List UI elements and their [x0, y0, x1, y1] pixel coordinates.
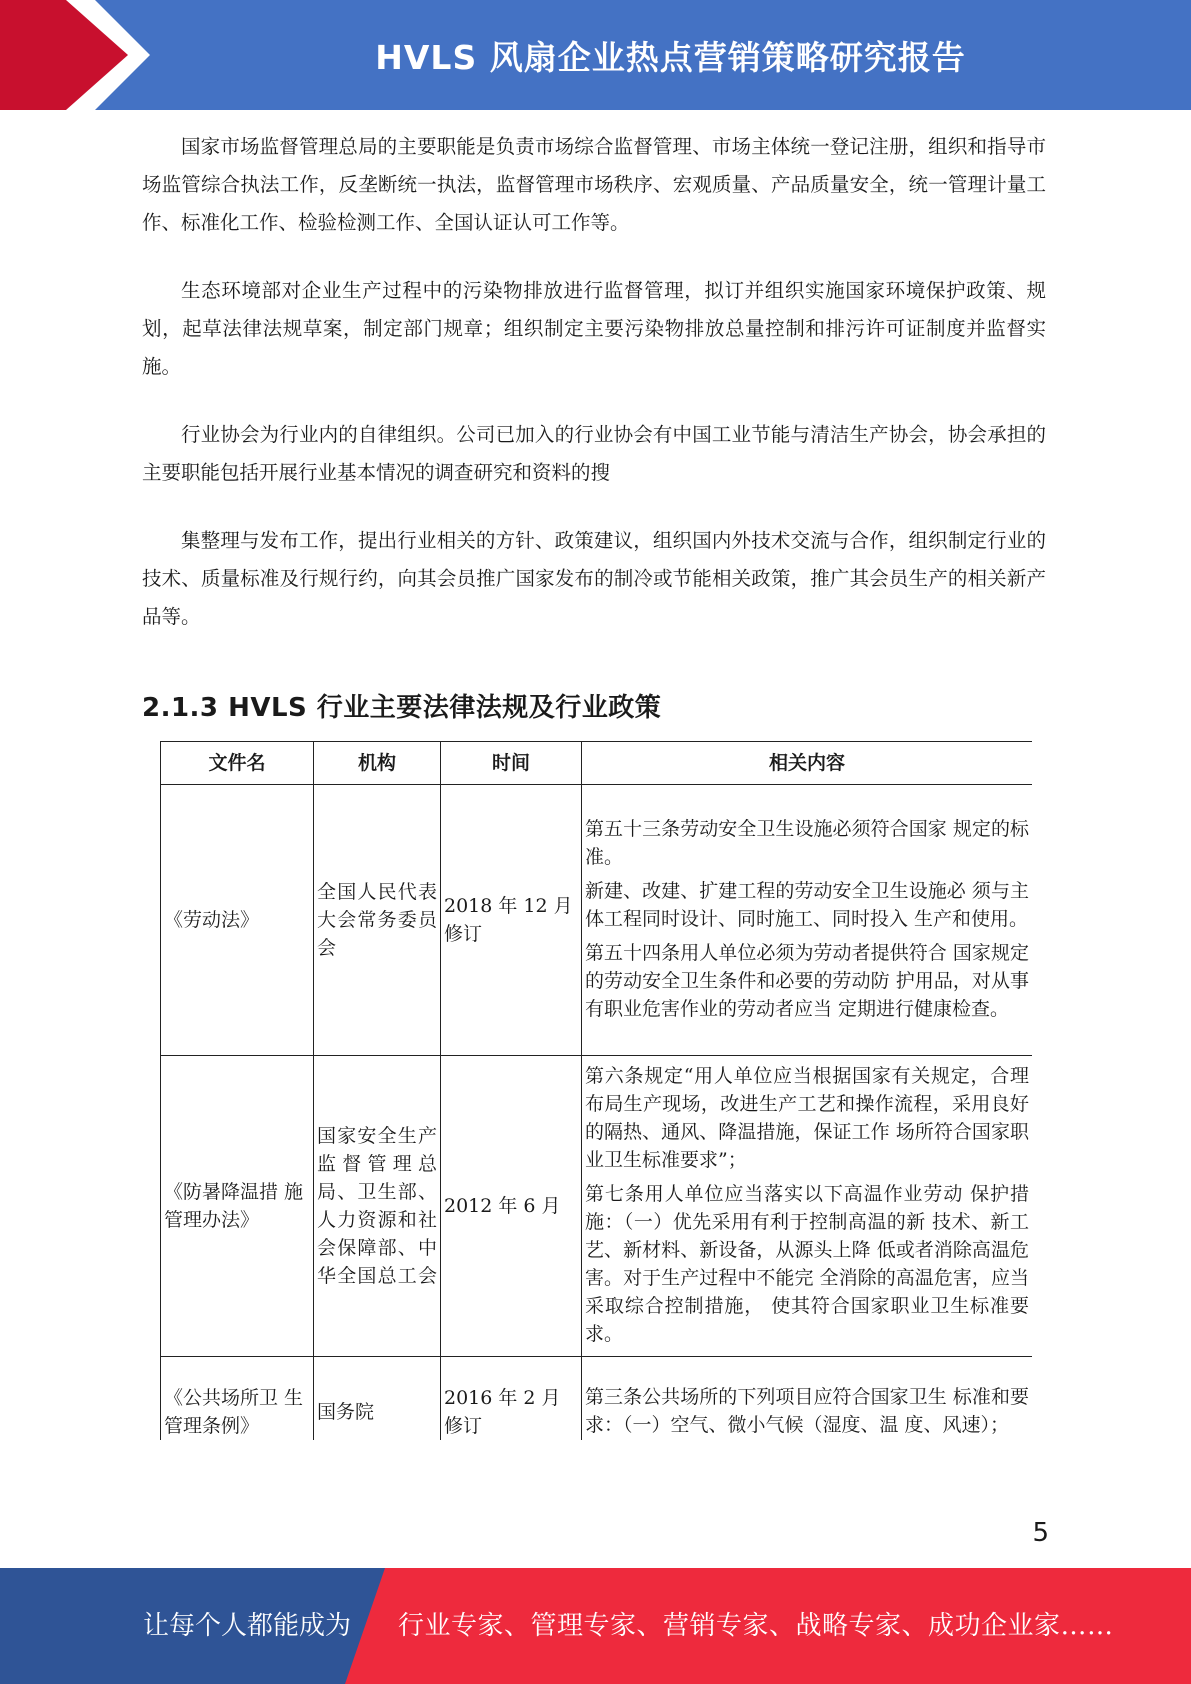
column-header-org: 机构	[314, 742, 441, 785]
content-clause: 新建、改建、扩建工程的劳动安全卫生设施必 须与主体工程同时设计、同时施工、同时投入 生产和使用。	[585, 880, 1029, 930]
content-clause: 第六条规定“用人单位应当根据国家有关规定，合理布局生产现场，改进生产工艺和操作流程，采用良好的隔热、通风、降温措施，保证工作 场所符合国家职业卫生标准要求”；	[585, 1065, 1029, 1171]
table-header-row	[161, 742, 1033, 785]
row-org: 国家安全生产监督管理总局、卫生部、人力资源和社会保障部、中华全国总工会	[314, 1056, 441, 1357]
paragraph-environment: 生态环境部对企业生产过程中的污染物排放进行监督管理，拟订并组织实施国家环境保护政策、规划，起草法律法规草案，制定部门规章；组织制定主要污染物排放总量控制和排污许可证制度并监督实施。	[142, 279, 1046, 378]
row-org: 全国人民代表大会常务委员会	[314, 785, 441, 1056]
column-header-name: 文件名	[161, 742, 314, 785]
row-file-name: 《劳动法》	[161, 785, 314, 1056]
footer-banner	[0, 1568, 1191, 1684]
document-body	[142, 128, 1046, 736]
header-arrow-decoration	[0, 0, 160, 110]
table-row	[161, 1357, 1033, 1441]
row-file-name: 《公共场所卫 生管理条例》	[161, 1357, 314, 1441]
row-time: 2016 年 2 月修订	[441, 1357, 582, 1441]
row-org: 国务院	[314, 1357, 441, 1441]
paragraph-association: 行业协会为行业内的自律组织。公司已加入的行业协会有中国工业节能与清洁生产协会，协会承担的主要职能包括开展行业基本情况的调查研究和资料的搜	[142, 423, 1046, 484]
table-row	[161, 785, 1033, 1056]
row-time: 2012 年 6 月	[441, 1056, 582, 1357]
footer-slogan-left: 让每个人都能成为	[143, 1611, 352, 1641]
row-content	[582, 1357, 1033, 1441]
laws-table-container	[160, 741, 1032, 1440]
column-header-content: 相关内容	[582, 742, 1033, 785]
content-clause: 第七条用人单位应当落实以下高温作业劳动 保护措施：（一）优先采用有利于控制高温的新 技术、新工艺、新材料、新设备，从源头上降 低或者消除高温危害。对于生产过程中不能完 全消除的高温危害，应当采取综合控制措施， 使其符合国家职业卫生标准要求。	[585, 1183, 1029, 1345]
row-file-name: 《防暑降温措 施管理办法》	[161, 1056, 314, 1357]
header-banner	[0, 0, 1191, 110]
footer-slogan-right: 行业专家、管理专家、营销专家、战略专家、成功企业家……	[398, 1611, 1114, 1641]
page-number: 5	[1032, 1518, 1049, 1548]
row-time: 2018 年 12 月修订	[441, 785, 582, 1056]
content-clause: 第五十四条用人单位必须为劳动者提供符合 国家规定的劳动安全卫生条件和必要的劳动防 护用品，对从事有职业危害作业的劳动者应当 定期进行健康检查。	[585, 942, 1029, 1020]
row-content	[582, 1056, 1033, 1357]
row-content	[582, 785, 1033, 1056]
content-clause: 第五十三条劳动安全卫生设施必须符合国家 规定的标准。	[585, 818, 1029, 868]
column-header-time: 时间	[441, 742, 582, 785]
content-clause: 第三条公共场所的下列项目应符合国家卫生 标准和要求：（一）空气、微小气候（湿度、温 度、风速）；	[585, 1385, 1029, 1436]
paragraph-samr: 国家市场监督管理总局的主要职能是负责市场综合监督管理、市场主体统一登记注册，组织和指导市场监管综合执法工作，反垄断统一执法，监督管理市场秩序、宏观质量、产品质量安全，统一管理计量工作、标准化工作、检验检测工作、全国认证认可工作等。	[142, 135, 1046, 234]
table-row	[161, 1056, 1033, 1357]
laws-table	[160, 741, 1032, 1440]
paragraph-association-continued: 集整理与发布工作，提出行业相关的方针、政策建议，组织国内外技术交流与合作，组织制定行业的技术、质量标准及行规行约，向其会员推广国家发布的制冷或节能相关政策，推广其会员生产的相关新产品等。	[142, 529, 1046, 628]
report-title: HVLS 风扇企业热点营销策略研究报告	[375, 37, 966, 77]
section-heading: 2.1.3 HVLS 行业主要法律法规及行业政策	[142, 693, 662, 723]
